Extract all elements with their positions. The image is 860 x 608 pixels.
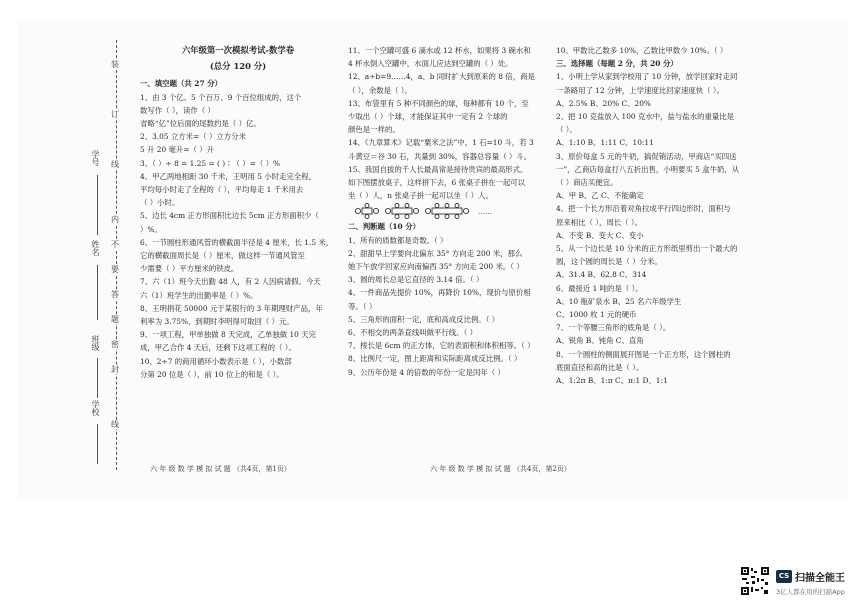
binding-word: 密 bbox=[111, 340, 119, 349]
question-line: 少取出（ ）个球，才能保证其中一定有 2 个球的 bbox=[348, 112, 508, 122]
binding-word: 内 bbox=[111, 215, 119, 224]
question-line: 6、最接近 1 吨的是（ ）。 bbox=[556, 283, 643, 293]
question-line: 成，甲乙合作 4 天后，还剩下这项工程的（ ）。 bbox=[140, 343, 296, 353]
question-line: 14、《九章算术》记载“粟米之法”中，1 石=10 斗，若 3 bbox=[348, 138, 534, 148]
question-line: 12、a÷b=9……4，a、b 同时扩大到原来的 8 倍，商是 bbox=[348, 72, 535, 82]
column-3 bbox=[556, 44, 756, 387]
binding-word: 答 bbox=[111, 290, 119, 299]
question-line: 圆，这个圆的周长是（ ）分米。 bbox=[556, 257, 662, 267]
binding-word: 要 bbox=[111, 265, 119, 274]
exam-title: 六年级第一次模拟考试-数学卷 bbox=[181, 45, 295, 55]
question-line: 二、判断题（10 分） bbox=[348, 222, 420, 232]
question-line: A、1:2π B、1:π C、π:1 D、1:1 bbox=[556, 376, 668, 386]
field-student-id: 学号 bbox=[91, 150, 100, 166]
svg-text:……: …… bbox=[478, 208, 492, 217]
question-line: 7、一个等腰三角形的底角是（ ）。 bbox=[556, 323, 671, 333]
question-line: 3、（ ）÷ 8 = 1.25 = ( )∶（ ）=（ ）% bbox=[140, 158, 280, 168]
binding-word: 装 bbox=[111, 60, 119, 69]
binding-word: 题 bbox=[111, 315, 119, 324]
question-line: （ ）小时。 bbox=[140, 198, 180, 208]
binding-word: 线 bbox=[111, 160, 119, 169]
question-line: 5、从一个边长是 10 分米的正方形纸里剪出一个最大的 bbox=[556, 244, 738, 254]
question-line: 原来相比（ ），周长（ ）。 bbox=[556, 217, 642, 227]
question-line: C、1000 枚 1 元的硬币 bbox=[556, 310, 637, 320]
question-line: 9、一项工程，甲单独做 8 天完成，乙单独做 10 天完 bbox=[140, 330, 317, 340]
question-line: 3、原价每盒 5 元的牛奶，搞促销活动，甲商店“买四送 bbox=[556, 151, 737, 161]
question-line: 分第 20 位是（ ），前 10 位上的和是（ ）。 bbox=[140, 369, 284, 379]
question-line: 一条路用了 12 分钟，上学速度比回家速度快（ ）。 bbox=[556, 85, 724, 95]
question-line: A、31.4 B、62.8 C、314 bbox=[556, 270, 647, 280]
question-line: （ ）商店买便宜。 bbox=[556, 178, 618, 188]
question-line: A、不变 B、变大 C、变小 bbox=[556, 230, 644, 240]
question-line: 13、布袋里有 5 种不同颜色的球，每种都有 10 个，至 bbox=[348, 98, 529, 108]
question-line: 少需要（ ）平方厘米的铁皮。 bbox=[140, 264, 239, 274]
field-line[interactable] bbox=[97, 175, 98, 235]
question-line: （ ）。 bbox=[556, 125, 577, 135]
question-line: 利率为 3.75%，到期时李明得可取回（ ）元。 bbox=[140, 317, 294, 327]
question-line: 平均每小时走了全程的（ ），平均每走 1 千米用去 bbox=[140, 185, 304, 195]
camscanner-logo: CS bbox=[776, 570, 792, 583]
field-line[interactable] bbox=[97, 424, 98, 464]
field-line[interactable] bbox=[97, 358, 98, 398]
question-line: （ ），余数是（ ）。 bbox=[348, 85, 412, 95]
question-line: 4、甲乙两地相距 30 千米，王明用 5 小时走完全程， bbox=[140, 171, 317, 181]
qr-code-icon bbox=[740, 566, 770, 596]
question-line: 11、一个空罐可盛 6 滴水或 12 杯水，如果将 3 碗水和 bbox=[348, 46, 531, 55]
question-line: 等。（ ） bbox=[348, 301, 377, 311]
binding-word: 线 bbox=[111, 420, 119, 429]
question-line: 1、小明上学从家到学校用了 10 分钟，放学回家时走同 bbox=[556, 72, 738, 82]
question-line: 2、把 10 克盐放入 100 克水中，盐与盐水的重量比是 bbox=[556, 112, 735, 122]
question-line: 5、边长 4cm 正方形面积比边长 5cm 正方形面积少（ bbox=[140, 211, 319, 221]
question-line: A、锐角 B、钝角 C、直角 bbox=[556, 336, 644, 346]
field-line[interactable] bbox=[97, 265, 98, 320]
question-line: 4、把一个长方形沿着对角拉成平行四边形时，面积与 bbox=[556, 204, 731, 214]
question-line: 它的横截面周长是（ ）厘米，做这样一节通风管至 bbox=[140, 251, 305, 261]
question-line: 1、由 3 个亿、5 个百万、9 个百位组成的，这个 bbox=[140, 92, 302, 102]
question-line: 5 升 20 毫升=（ ）升 bbox=[140, 145, 215, 155]
question-line: 她下午放学回家应向南偏西 35° 方向走 200 米。（ ） bbox=[348, 262, 524, 272]
question-line: 9、公历年份是 4 的倍数的年份一定是闰年（ ） bbox=[348, 367, 505, 377]
question-line: 8、比例尺一定，图上距离和实际距离成反比例。（ ） bbox=[348, 354, 522, 364]
question-line: 如下图摆放桌子，这样拼下去，6 张桌子拼在一起可以 bbox=[348, 178, 526, 188]
question-line: 省略“亿”位后面的尾数约是（ ）亿。 bbox=[140, 119, 261, 129]
field-class: 班级 bbox=[91, 335, 100, 351]
question-line: 4、一件商品先提价 10%，再降价 10%，现价与原价相 bbox=[348, 288, 531, 298]
question-line: A、甲 B、乙 C、不能确定 bbox=[556, 191, 644, 201]
question-line: 数写作（ ），读作（ ） bbox=[140, 105, 215, 115]
question-line: 斗黄豆＝谷 30 石，共量到 30%，容器总容量（ ）斗。 bbox=[348, 151, 532, 161]
question-line: 3、圆的周长总是它直径的 3.14 倍。（ ） bbox=[348, 275, 484, 285]
question-line: 一”，乙商店每盒打八五折出售，小明要买 5 盒牛奶，从 bbox=[556, 164, 740, 174]
question-line: 15、我国自拔的千人长最高常是接待贵宾的最高形式。 bbox=[348, 164, 528, 174]
question-line: 4 杯水倒入空罐中，水面儿应达到空罐的（ ）处。 bbox=[348, 59, 513, 69]
column-2 bbox=[348, 44, 546, 379]
binding-dashed-line bbox=[116, 40, 117, 470]
question-line: 5、三角形的面积一定，底和高成反比例。（ ） bbox=[348, 314, 500, 324]
table-pattern-icon bbox=[354, 203, 504, 219]
question-line: 8、王明捐花 50000 元于某银行的 3 年期理财产品，年 bbox=[140, 303, 323, 313]
question-line: 8、一个圆柱的侧面展开图是一个正方形，这个圆柱的 bbox=[556, 349, 731, 359]
question-line: A、2.5% B、20% C、20% bbox=[556, 98, 651, 108]
watermark-tagline: 3亿人都在用的扫描App bbox=[776, 588, 845, 596]
scanner-watermark bbox=[740, 566, 850, 602]
binding-word: 订 bbox=[111, 110, 119, 119]
question-line: 2、3.05 立方米=（ ）立方分米 bbox=[140, 132, 246, 142]
question-line: 6、一节圆柱形通风管的横截面半径是 4 厘米，长 1.5 米， bbox=[140, 237, 334, 247]
page-footer-1: 六 年 级 数 学 模 拟 试 题 （共4页，第1页） bbox=[150, 465, 291, 473]
question-line: 三、选择题（每题 2 分，共 20 分） bbox=[556, 59, 678, 69]
question-line: 1、所有的质数都是奇数。（ ） bbox=[348, 235, 448, 245]
table-chain-figure bbox=[348, 202, 546, 220]
question-line: 底面直径和高的比是（ ）。 bbox=[556, 362, 644, 372]
question-line: 六（1）班学生的出勤率是（ ）%。 bbox=[140, 290, 258, 300]
question-line: ）%。 bbox=[140, 224, 162, 234]
question-line: 2、甜甜早上学要向北偏东 35° 方向走 200 米，那么 bbox=[348, 248, 523, 258]
question-line: 7、六（1）班今天出勤 48 人，有 2 人因病请假。今天 bbox=[140, 277, 321, 287]
question-line: A、10 瓶矿泉水 B、25 名六年级学生 bbox=[556, 296, 682, 306]
question-line: A、1:10 B、1:11 C、10:11 bbox=[556, 138, 654, 148]
question-line: 10、甲数比乙数多 10%，乙数比甲数少 10%。（ ） bbox=[556, 46, 728, 55]
question-line: 6、不相交的两条直线叫做平行线。（ ） bbox=[348, 328, 477, 338]
field-name: 姓名 bbox=[91, 240, 100, 256]
total-score: (总分 120 分) bbox=[209, 61, 267, 72]
binding-word: 封 bbox=[111, 365, 119, 374]
question-line: 颜色是一样的。 bbox=[348, 125, 400, 135]
field-school: 学校 bbox=[91, 400, 100, 416]
watermark-name: 扫描全能王 bbox=[795, 573, 845, 584]
column-1 bbox=[140, 44, 336, 381]
question-line: 10、2÷7 的商用循环小数表示是（ ），小数部 bbox=[140, 356, 292, 366]
page-footer-2: 六 年 级 数 学 模 拟 试 题 （共4页，第2页） bbox=[430, 465, 571, 473]
question-line: 7、棱长是 6cm 的正方体，它的表面积和体积相等。（ ） bbox=[348, 341, 535, 351]
question-line: 一、填空题（共 27 分） bbox=[140, 79, 222, 89]
question-line: 坐（ ）人，n 张桌子拼一起可以坐（ ）人。 bbox=[348, 191, 493, 201]
binding-word: 不 bbox=[111, 240, 119, 249]
